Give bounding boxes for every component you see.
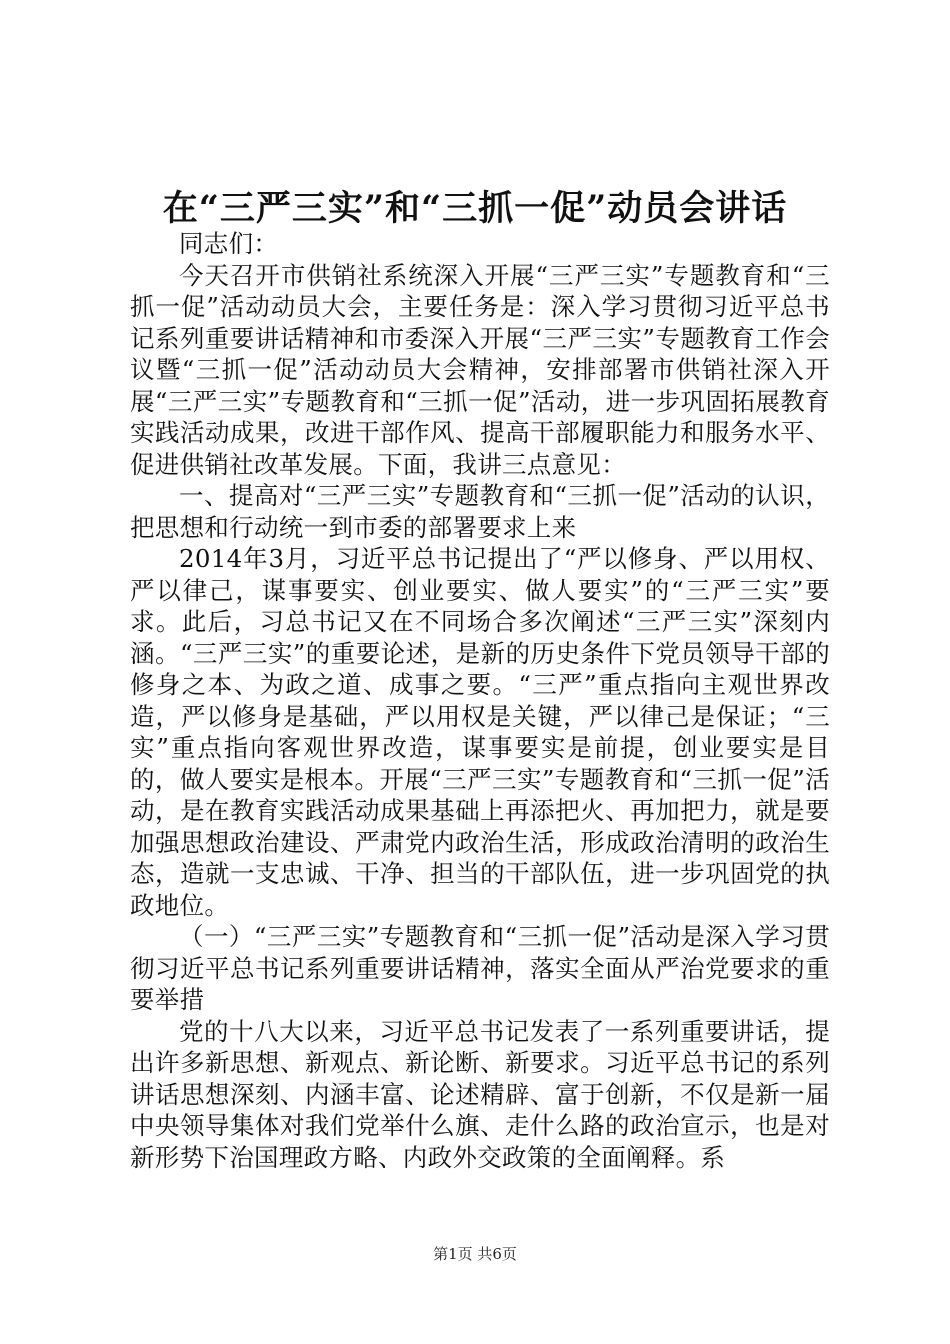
document-title: 在“三严三实”和“三抓一促”动员会讲话 bbox=[162, 188, 788, 229]
body-paragraph: 2014年3月，习近平总书记提出了“严以修身、严以用权、严以律己，谋事要实、创业要实、做人要实”的“三严三实”要求。此后，习总书记又在不同场合多次阐述“三严三实”深刻内涵。“三严三实”的重要论述，是新的历史条件下党员领导干部的修身之本、为政之道、成事之要。“三严”重点指向主观世界改造，严以修身是基础，严以用权是关键，严以律己是保证；“三实”重点指向客观世界改造，谋事要实是前提，创业要实是目的，做人要实是根本。开展“三严三实”专题教育和“三抓一促”活动，是在教育实践活动成果基础上再添把火、再加把力，就是要加强思想政治建设、严肃党内政治生活，形成政治清明的政治生态，造就一支忠诚、干净、担当的干部队伍，进一步巩固党的执政地位。 bbox=[130, 544, 830, 920]
page-number-footer: 第1页 共6页 bbox=[433, 1245, 517, 1263]
salutation-paragraph: 同志们： bbox=[179, 229, 279, 258]
subsection-heading-1: （一）“三严三实”专题教育和“三抓一促”活动是深入学习贯彻习近平总书记系列重要讲话精神，落实全面从严治党要求的重要举措 bbox=[130, 922, 830, 1014]
intro-paragraph: 今天召开市供销社系统深入开展“三严三实”专题教育和“三抓一促”活动动员大会，主要任务是：深入学习贯彻习近平总书记系列重要讲话精神和市委深入开展“三严三实”专题教育工作会议暨“三抓一促”活动动员大会精神，安排部署市供销社深入开展“三严三实”专题教育和“三抓一促”活动，进一步巩固拓展教育实践活动成果，改进干部作风、提高干部履职能力和服务水平、促进供销社改革发展。下面，我讲三点意见： bbox=[130, 260, 830, 479]
section-heading-1: 一、提高对“三严三实”专题教育和“三抓一促”活动的认识，把思想和行动统一到市委的部署要求上来 bbox=[130, 481, 830, 542]
document-body bbox=[130, 228, 830, 1173]
body-paragraph: 党的十八大以来，习近平总书记发表了一系列重要讲话，提出许多新思想、新观点、新论断、新要求。习近平总书记的系列讲话思想深刻、内涵丰富、论述精辟、富于创新，不仅是新一届中央领导集体对我们党举什么旗、走什么路的政治宣示，也是对新形势下治国理政方略、内政外交政策的全面阐释。系 bbox=[130, 1016, 830, 1172]
